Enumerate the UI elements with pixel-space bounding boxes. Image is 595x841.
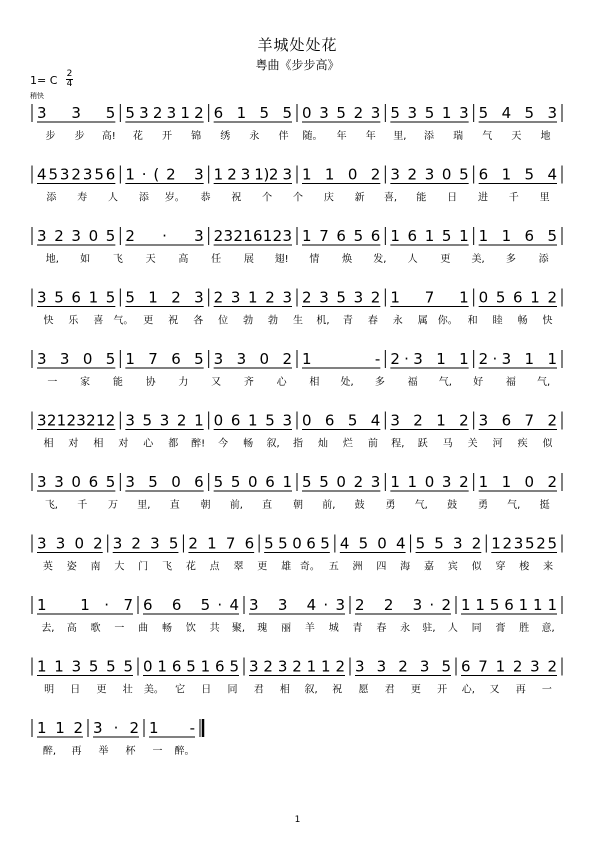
measure-notes: 0 6 1 5 3: [213, 411, 292, 430]
lyric-syllable: 驻,: [422, 623, 436, 634]
lyric-syllable: 多: [374, 377, 385, 388]
lyric-syllable: 海: [400, 561, 411, 573]
lyric-syllable: 似: [542, 438, 553, 450]
lyric-syllable: 青: [342, 315, 353, 327]
lyric-syllable: 疾: [517, 438, 528, 450]
lyric-syllable: 和: [467, 315, 478, 327]
lyric-syllable: 意,: [541, 623, 555, 634]
lyric-syllable: 气,: [507, 500, 521, 511]
measure-notes: 0 1 6 5 1 6 5: [143, 657, 239, 676]
measure-notes: 1 2 3 5 2 5: [491, 534, 558, 553]
lyric-syllable: 跃: [417, 438, 428, 450]
lyric-syllable: 焕: [342, 254, 353, 265]
measure-notes: 5 4 5 3: [478, 104, 557, 122]
lyric-syllable: 能: [112, 377, 123, 388]
lyric-syllable: 人: [407, 254, 418, 265]
measure-notes: 3 5 6 1 5: [37, 288, 116, 307]
lyric-syllable: 祝: [168, 315, 179, 327]
lyric-syllable: 四: [376, 561, 387, 573]
measure-notes: 4 5 3 2 3 5 6: [37, 165, 116, 184]
lyric-syllable: 日: [447, 192, 458, 204]
lyric-syllable: 随。: [302, 131, 323, 142]
lyric-syllable: 步: [74, 131, 85, 142]
measure-notes: 3 2 1 2 3 2 1 2: [37, 411, 116, 430]
lyric-syllable: 畅: [162, 623, 172, 634]
lyric-syllable: 前,: [322, 500, 336, 511]
lyric-syllable: 心: [143, 438, 154, 450]
lyric-syllable: 关: [467, 438, 478, 450]
lyric-syllable: 绣: [220, 131, 231, 142]
measure-notes: 2·3 1 1: [390, 350, 469, 368]
lyric-syllable: 年: [365, 131, 376, 142]
measure-notes: 335: [37, 104, 116, 122]
measure-notes: 3 3 0 5: [37, 350, 116, 368]
lyric-syllable: 开: [437, 684, 448, 696]
measure-notes: 1 6 1 5 1: [390, 227, 469, 245]
lyric-syllable: 朝: [200, 500, 211, 511]
lyric-syllable: 程,: [391, 438, 405, 450]
lyric-syllable: 处,: [340, 377, 354, 388]
lyric-syllable: 雄: [281, 561, 292, 573]
measure-notes: 2 2 3·2: [355, 596, 451, 614]
lyric-syllable: 飞: [112, 254, 123, 265]
lyric-syllable: 发,: [373, 254, 387, 265]
measure-notes: 3 3 0 2: [213, 350, 292, 368]
lyric-syllable: 美,: [471, 254, 485, 265]
lyric-syllable: 任: [211, 254, 222, 265]
lyric-syllable: 一: [152, 746, 163, 757]
lyric-syllable: 勇: [477, 500, 488, 511]
lyric-syllable: 个: [293, 192, 303, 204]
lyric-syllable: 春: [376, 623, 387, 634]
lyric-syllable: 日: [70, 684, 81, 696]
lyric-syllable: 恭: [200, 192, 211, 204]
measure-notes: 1 1·7: [37, 596, 133, 614]
measure-notes: 5 5 0 6 1: [213, 473, 292, 491]
lyric-syllable: 高!: [101, 131, 116, 142]
measure-notes: 1 1 6 5: [478, 227, 557, 245]
lyric-syllable: 家: [80, 377, 91, 388]
lyric-syllable: 伴: [278, 131, 289, 142]
lyric-syllable: 指: [293, 438, 303, 450]
lyric-syllable: 醉。: [174, 746, 195, 757]
measure-notes: 5 1 2 3: [125, 288, 204, 307]
lyric-syllable: 烂: [342, 438, 353, 450]
measure-notes: 1 1 3 5 5 5: [37, 657, 133, 676]
lyric-syllable: 鼓: [354, 500, 365, 511]
song-title: 羊城处处花: [257, 36, 338, 54]
lyric-syllable: 美。: [143, 684, 164, 696]
measure-notes: 5 5 3 2: [415, 534, 482, 553]
lyric-syllable: 祝: [332, 684, 343, 696]
measure-notes: 3 6 7 2: [478, 411, 557, 430]
lyric-syllable: 添: [538, 254, 549, 265]
lyric-syllable: 它: [175, 684, 186, 696]
lyric-syllable: 里: [539, 192, 550, 204]
measure-notes: 1 7 1: [390, 288, 469, 307]
lyric-syllable: 各: [193, 315, 204, 327]
lyric-syllable: 展: [243, 254, 254, 265]
lyric-syllable: 生: [293, 315, 303, 327]
measure-notes: 3 3 2 3 5: [355, 657, 451, 676]
lyric-syllable: 花: [132, 131, 143, 142]
lyric-syllable: 对: [68, 438, 79, 450]
measure-notes: 2 1 7 6: [188, 534, 255, 553]
page-number: 1: [294, 815, 301, 825]
lyric-syllable: 一: [47, 377, 58, 388]
measure-notes: 3 2 3 0 5: [390, 165, 469, 184]
lyric-syllable: 点: [209, 561, 220, 573]
song-subtitle: 粤曲《步步高》: [255, 58, 340, 72]
lyric-syllable: 再: [515, 684, 526, 696]
lyric-syllable: 姿: [66, 561, 77, 573]
measure-notes: 6 6 5·4: [143, 596, 239, 614]
time-signature-top: 2: [66, 69, 73, 79]
lyric-syllable: 多: [505, 254, 516, 265]
lyric-syllable: 挺: [539, 500, 550, 511]
lyric-syllable: 去,: [41, 623, 55, 634]
lyric-syllable: 君: [384, 684, 395, 696]
lyric-syllable: 聚,: [231, 623, 246, 634]
lyric-syllable: 勃: [268, 315, 279, 327]
measure-notes: 1 7 6 5: [125, 350, 204, 368]
measure-notes: 5 5 0 2 3: [302, 473, 381, 491]
lyric-syllable: 机,: [316, 315, 330, 327]
lyric-syllable: 福: [505, 377, 516, 388]
lyric-syllable: 永: [400, 623, 411, 634]
lyric-syllable: 千: [77, 500, 88, 511]
lyric-syllable: 河: [492, 438, 503, 450]
lyric-syllable: 庆: [323, 192, 334, 204]
lyric-syllable: 嘉: [424, 561, 434, 573]
measure-notes: 0 6 5 4: [302, 411, 381, 430]
measure-notes: 3·2: [93, 719, 139, 737]
measure-notes: 5 3 2 3 1 2: [125, 104, 204, 122]
lyric-syllable: 相: [93, 438, 104, 450]
lyric-syllable: 瑞: [453, 131, 464, 142]
lyric-syllable: 锦: [191, 131, 202, 142]
lyric-syllable: 愿: [358, 684, 369, 696]
lyric-syllable: 相: [279, 684, 290, 696]
measure-notes: 3 5 3 2 1: [125, 411, 204, 430]
lyric-syllable: 叙,: [266, 438, 280, 450]
lyric-syllable: 喜,: [383, 192, 398, 204]
lyric-syllable: 位: [218, 315, 229, 327]
lyric-syllable: 永: [392, 315, 403, 327]
measure-notes: 1 2 3 1)2 3: [213, 165, 292, 184]
lyric-syllable: 来: [543, 561, 554, 573]
lyric-syllable: 属: [417, 315, 428, 327]
lyric-syllable: 歌: [90, 623, 101, 634]
lyric-syllable: 睦: [492, 315, 503, 327]
measure-notes: 0 3 5 2 3: [302, 104, 381, 122]
lyric-syllable: 福: [407, 377, 418, 388]
lyric-syllable: 地: [540, 131, 551, 142]
lyric-syllable: 祝: [231, 192, 242, 204]
lyric-syllable: 天: [145, 254, 156, 265]
lyric-syllable: 天: [511, 131, 522, 142]
lyric-syllable: 能: [416, 192, 427, 204]
lyric-syllable: 共: [209, 623, 220, 634]
lyric-syllable: 一: [114, 623, 125, 634]
measure-notes: 6 1 5 4: [478, 165, 557, 184]
lyric-syllable: 羊: [304, 623, 315, 634]
lyric-syllable: 快: [542, 315, 553, 327]
lyric-syllable: 勇: [385, 500, 396, 511]
lyric-syllable: 岁。: [164, 192, 185, 204]
lyric-syllable: 前: [367, 438, 378, 450]
lyric-syllable: 相: [309, 377, 320, 388]
lyric-syllable: 明: [44, 684, 55, 696]
lyric-syllable: 灿: [317, 438, 328, 450]
lyric-syllable: 今: [218, 438, 229, 450]
lyric-syllable: 奇。: [299, 561, 320, 573]
lyric-syllable: 协: [145, 377, 156, 388]
lyric-syllable: 君: [253, 684, 264, 696]
lyric-syllable: 永: [249, 131, 260, 142]
lyric-syllable: 气: [482, 131, 493, 142]
measure-notes: 1 1 0 2: [302, 165, 381, 184]
lyric-syllable: 一: [541, 684, 552, 696]
measure-notes: 3 3 0 2: [37, 534, 103, 553]
measure-notes: 3 5 0 6: [125, 473, 204, 491]
measure-notes: 1 1 5 6 1 1 1: [461, 596, 557, 614]
lyric-syllable: 膏: [495, 623, 506, 634]
lyric-syllable: 年: [336, 131, 347, 142]
lyric-syllable: 大: [114, 561, 125, 573]
measure-notes: 3 3 0 6 5: [37, 473, 116, 491]
measure-notes: 5 5 0 6 5: [264, 534, 330, 553]
lyric-syllable: 前,: [229, 500, 243, 511]
lyric-syllable: 好: [473, 377, 484, 388]
lyric-syllable: 更: [440, 254, 451, 265]
lyric-syllable: 瑰: [257, 623, 268, 634]
measure-notes: 0 5 6 1 2: [478, 288, 557, 307]
lyric-syllable: 叙,: [304, 684, 318, 696]
lyric-syllable: 又: [211, 377, 222, 388]
lyric-syllable: 里,: [393, 131, 407, 142]
lyric-syllable: 鼓: [447, 500, 458, 511]
lyric-syllable: 都: [168, 438, 179, 450]
measure-notes: 3 2 3 2 1 1 2: [249, 657, 345, 676]
lyric-syllable: 同: [227, 684, 238, 696]
lyric-syllable: 添: [138, 192, 149, 204]
lyric-syllable: 门: [138, 561, 149, 573]
lyric-syllable: 朝: [293, 500, 303, 511]
lyric-syllable: 更: [257, 561, 268, 573]
lyric-syllable: 里,: [137, 500, 151, 511]
measure-notes: 5 3 5 1 3: [390, 104, 469, 122]
lyric-syllable: 个: [262, 192, 273, 204]
lyric-syllable: 曲: [138, 623, 149, 634]
lyric-syllable: 气,: [438, 377, 452, 388]
lyric-syllable: 齐: [243, 377, 254, 388]
lyric-syllable: 你。: [437, 315, 458, 327]
lyric-syllable: 同: [471, 623, 482, 634]
lyric-syllable: 添: [46, 192, 57, 204]
lyric-syllable: 进: [477, 192, 488, 204]
measure-notes: 1 1 0 2: [478, 473, 557, 491]
time-signature-bottom: 4: [66, 79, 73, 89]
lyric-syllable: 千: [508, 192, 519, 204]
lyric-syllable: 洲: [352, 561, 363, 573]
lyric-syllable: 添: [424, 131, 434, 142]
lyric-syllable: 穿: [495, 561, 506, 573]
lyric-syllable: 情: [309, 254, 320, 265]
lyric-syllable: 春: [367, 315, 378, 327]
measure-notes: 2·3: [125, 227, 204, 245]
lyric-syllable: 步: [45, 131, 56, 142]
measure-notes: 6 1 5 5: [213, 104, 292, 122]
lyric-syllable: 心: [276, 377, 287, 388]
lyric-syllable: 新: [354, 192, 365, 204]
measure-notes: 1 1 0 3 2: [390, 473, 469, 491]
tempo-marking: 稍快: [30, 92, 44, 100]
lyric-syllable: 直: [262, 500, 273, 511]
lyric-syllable: 花: [185, 561, 196, 573]
lyric-syllable: 似: [471, 561, 482, 573]
lyric-syllable: 人: [108, 192, 119, 204]
lyric-syllable: 气,: [537, 377, 551, 388]
lyric-syllable: 醉,: [42, 746, 57, 757]
lyric-syllable: 喜: [93, 315, 104, 327]
lyric-syllable: 快: [43, 315, 54, 327]
lyric-syllable: 又: [489, 684, 500, 696]
lyric-syllable: 开: [162, 131, 172, 142]
measure-notes: 6 7 1 2 3 2: [461, 657, 557, 676]
measure-notes: 1 1 2: [37, 719, 83, 737]
measure-notes: 3 2 3 5: [112, 534, 179, 553]
lyric-syllable: 气,: [414, 500, 428, 511]
lyric-syllable: 再: [71, 746, 82, 757]
measure-notes: 2 3 5 3 2: [302, 288, 381, 307]
measure-notes: 2·3 1 1: [478, 350, 557, 368]
lyric-syllable: 更: [410, 684, 421, 696]
measure-notes: 2 3 1 2 3: [213, 288, 292, 307]
lyric-syllable: 翅!: [274, 254, 289, 265]
measure-notes: 1·(2 3: [125, 165, 204, 184]
lyric-syllable: 五: [328, 561, 339, 573]
lyric-syllable: 地,: [45, 254, 59, 265]
key-signature: 1= C: [30, 74, 58, 87]
lyric-syllable: 胜: [519, 623, 530, 634]
measure-notes: 1 7 6 5 6: [302, 227, 381, 245]
lyric-syllable: 气。: [113, 315, 134, 327]
lyric-syllable: 青: [352, 623, 363, 634]
lyric-syllable: 宾: [447, 561, 458, 573]
lyric-syllable: 直: [169, 500, 180, 511]
lyric-syllable: 力: [178, 377, 189, 388]
lyric-syllable: 寿: [77, 192, 88, 204]
lyric-syllable: 更: [143, 315, 154, 327]
measure-notes: 3 3 4·3: [249, 596, 345, 614]
lyric-syllable: 如: [80, 254, 91, 265]
lyric-syllable: 丽: [281, 623, 292, 634]
lyric-syllable: 城: [328, 623, 339, 634]
measure-notes: 1 -: [302, 350, 381, 368]
lyric-syllable: 飞,: [44, 500, 59, 511]
lyric-syllable: 饮: [185, 623, 196, 634]
lyric-syllable: 高: [178, 254, 189, 265]
lyric-syllable: 梭: [519, 561, 530, 573]
measure-notes: 3 2 3 0 5: [37, 227, 116, 245]
measure-notes: 4 5 0 4: [339, 534, 406, 553]
lyric-syllable: 乐: [68, 315, 79, 327]
lyric-syllable: 对: [118, 438, 129, 450]
measure-notes: 2 3 2 1 6 1 2 3: [213, 227, 292, 245]
lyric-syllable: 畅: [517, 315, 528, 327]
lyric-syllable: 相: [43, 438, 54, 450]
lyric-syllable: 醉!: [191, 438, 206, 450]
lyric-syllable: 日: [201, 684, 212, 696]
lyric-syllable: 杯: [125, 746, 136, 757]
lyric-syllable: 举: [98, 746, 109, 757]
lyric-syllable: 壮: [122, 684, 133, 696]
lyric-syllable: 英: [42, 561, 53, 573]
lyric-syllable: 畅: [243, 438, 254, 450]
lyric-syllable: 万: [108, 500, 119, 511]
lyric-syllable: 翠: [233, 561, 244, 573]
lyric-syllable: 心,: [461, 684, 475, 696]
lyric-syllable: 更: [96, 684, 107, 696]
measure-notes: 3 2 1 2: [390, 411, 469, 430]
lyric-syllable: 南: [90, 561, 101, 573]
measure-notes: 1 -: [149, 719, 195, 737]
lyric-syllable: 勃: [243, 315, 254, 327]
lyric-syllable: 人: [447, 623, 458, 634]
lyric-syllable: 飞: [162, 561, 172, 573]
lyric-syllable: 马: [442, 438, 453, 450]
lyric-syllable: 高: [66, 623, 77, 634]
